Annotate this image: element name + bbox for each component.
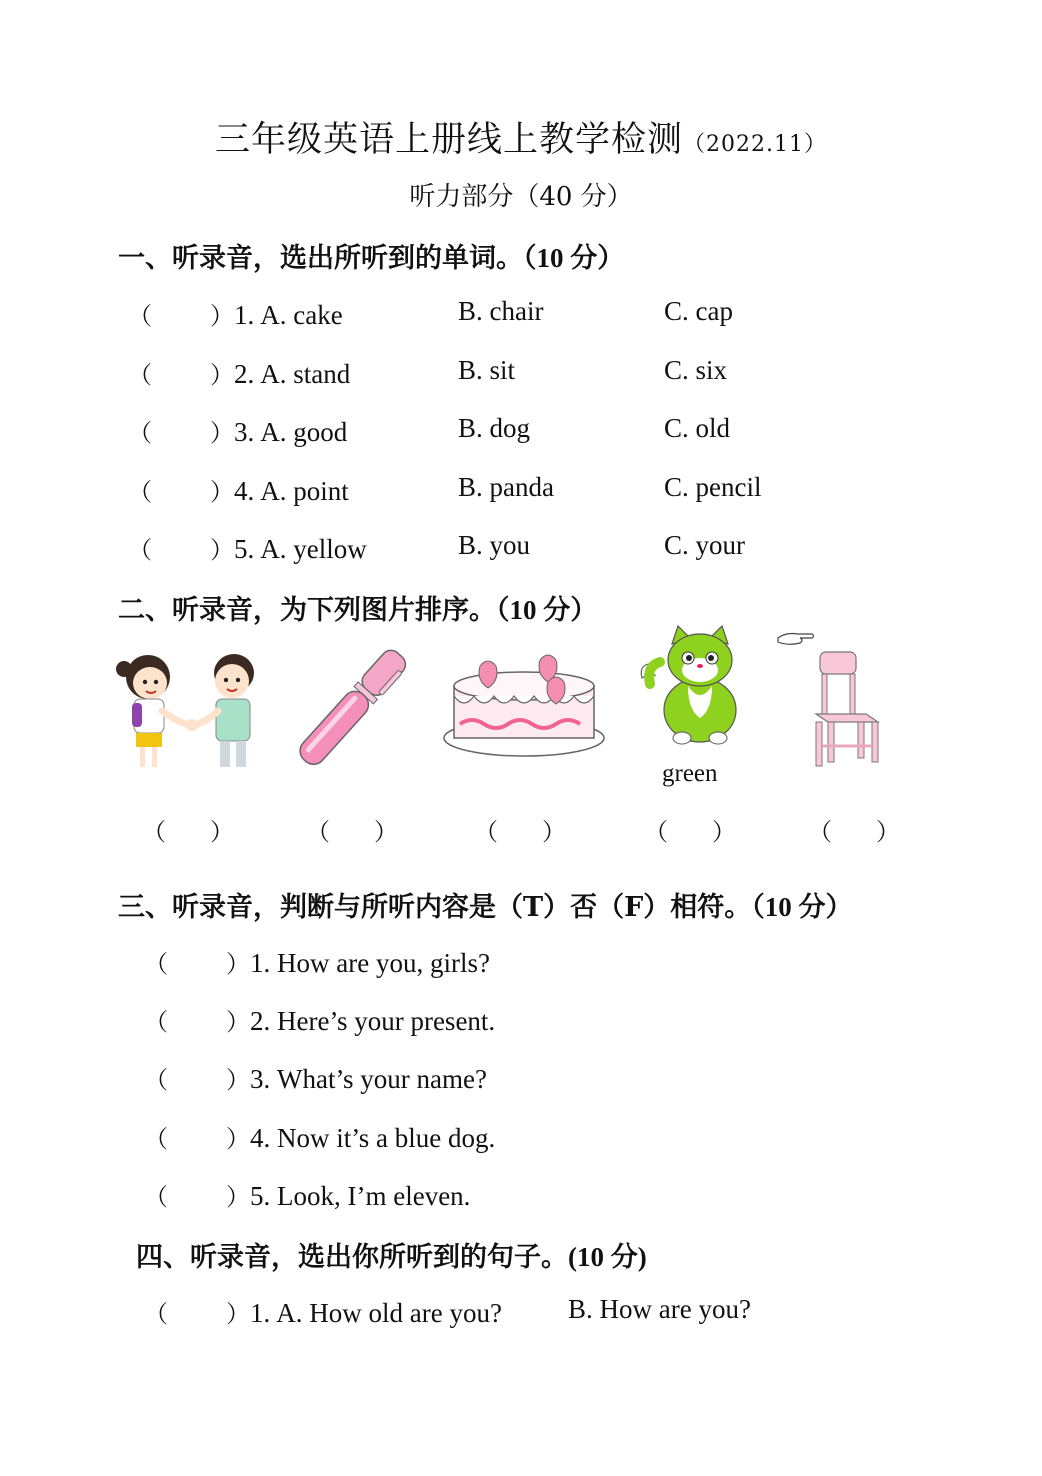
question-number: 5. <box>234 534 255 564</box>
picture-order-blank[interactable] <box>142 812 234 847</box>
question-number: 1. <box>234 300 255 330</box>
option-a: A. good <box>260 417 348 447</box>
option-b: B. panda <box>458 471 554 502</box>
section4-heading-text: 四、听录音，选出你所听到的句子。 <box>136 1242 568 1273</box>
picture-order-blank[interactable] <box>808 812 900 847</box>
option-a: A. yellow <box>260 534 367 564</box>
question-number: 2. <box>234 358 255 389</box>
section3-question <box>144 1119 495 1154</box>
answer-paren-open: （ <box>306 818 330 846</box>
statement-text: 2. Here’s your present. <box>250 1006 496 1037</box>
option-b: B. sit <box>458 354 516 385</box>
option-b: B. dog <box>458 413 531 443</box>
statement-text: 5. Look, I’m eleven. <box>250 1180 471 1211</box>
section3-heading-text: 三、听录音，判断与所听内容是（T）否（F）相符。 <box>118 892 752 923</box>
answer-paren-open: （ <box>144 1300 168 1328</box>
pointing-hand-icon <box>778 634 814 645</box>
question-number: 3. <box>234 417 255 447</box>
picture-order-blank[interactable] <box>474 812 566 847</box>
section2-heading-text: 二、听录音，为下列图片排序。 <box>118 595 496 626</box>
section4-question <box>144 1294 502 1329</box>
option-b: B. How are you? <box>568 1294 751 1324</box>
answer-paren-close: ） <box>542 818 566 846</box>
section4-points: (10 分) <box>568 1242 647 1272</box>
option-b: B. chair <box>458 296 544 326</box>
answer-paren-open: （ <box>128 302 152 330</box>
answer-paren-close: ） <box>210 360 234 389</box>
section3-question <box>144 1060 487 1095</box>
answer-paren-open: （ <box>128 360 152 389</box>
answer-paren-close: ） <box>876 818 900 846</box>
page-subtitle: 听力部分（40 分） <box>409 182 633 212</box>
answer-paren-open: （ <box>808 818 832 846</box>
option-c: C. cap <box>664 296 733 326</box>
answer-paren-close: ） <box>210 302 234 330</box>
answer-paren-close: ） <box>210 818 234 846</box>
section3-question <box>144 1002 495 1037</box>
option-c: C. your <box>664 530 745 560</box>
option-c: C. old <box>664 413 731 443</box>
section1-question <box>128 413 347 448</box>
title-date: （2022.11） <box>683 132 827 157</box>
section3-heading <box>118 885 853 924</box>
answer-paren-close: ） <box>210 536 234 564</box>
chair-image <box>772 626 898 771</box>
title-text: 三年级英语上册线上教学检测 <box>215 120 684 160</box>
answer-paren-close: ） <box>226 1008 250 1037</box>
answer-paren-close: ） <box>226 1124 250 1153</box>
answer-paren-close: ） <box>374 818 398 846</box>
answer-paren-open: （ <box>144 1124 168 1153</box>
section3-question <box>144 944 490 979</box>
section4-heading <box>136 1235 647 1274</box>
statement-text: 1. How are you, girls? <box>250 948 490 978</box>
statement-text: 3. What’s your name? <box>250 1064 487 1095</box>
answer-paren-open: （ <box>144 950 168 978</box>
option-a: A. stand <box>260 358 351 389</box>
answer-paren-open: （ <box>144 1008 168 1037</box>
picture-order-blank[interactable] <box>644 812 736 847</box>
section1-question <box>128 530 367 565</box>
section1-question <box>128 472 349 507</box>
answer-paren-open: （ <box>128 477 152 506</box>
answer-paren-close: ） <box>210 477 234 506</box>
answer-paren-close: ） <box>226 1066 250 1095</box>
page-title <box>0 112 1042 162</box>
option-c: C. pencil <box>664 471 762 502</box>
section1-heading <box>118 236 624 275</box>
picture-order-blank[interactable] <box>306 812 398 847</box>
section1-points: （10 分） <box>523 243 625 273</box>
section1-question <box>128 296 343 331</box>
answer-paren-close: ） <box>226 1182 250 1211</box>
section2-heading <box>118 588 597 627</box>
answer-paren-open: （ <box>644 818 668 846</box>
option-c: C. six <box>664 354 728 385</box>
section1-question <box>128 355 350 390</box>
answer-paren-open: （ <box>474 818 498 846</box>
answer-paren-open: （ <box>128 419 152 447</box>
answer-paren-open: （ <box>144 1182 168 1211</box>
option-a: A. cake <box>260 300 343 330</box>
statement-text: 4. Now it’s a blue dog. <box>250 1122 496 1153</box>
handshake-image <box>112 645 264 770</box>
option-a: A. How old are you? <box>276 1298 502 1328</box>
section3-question <box>144 1177 470 1212</box>
section2-points: （10 分） <box>496 595 598 625</box>
answer-paren-open: （ <box>128 536 152 564</box>
answer-paren-open: （ <box>142 818 166 846</box>
option-b: B. you <box>458 530 531 560</box>
answer-paren-close: ） <box>226 950 250 978</box>
option-a: A. point <box>260 475 349 506</box>
cake-image <box>440 652 608 760</box>
answer-paren-close: ） <box>210 419 234 447</box>
section1-heading-text: 一、听录音，选出所听到的单词。 <box>118 243 523 274</box>
question-number: 1. <box>250 1298 271 1328</box>
question-number: 4. <box>234 475 255 506</box>
section3-points: （10 分） <box>751 892 853 922</box>
answer-paren-open: （ <box>144 1066 168 1095</box>
cat-image <box>636 624 756 746</box>
answer-paren-close: ） <box>226 1300 250 1328</box>
pen-image <box>288 645 418 770</box>
answer-paren-close: ） <box>712 818 736 846</box>
cat-caption: green <box>662 760 718 787</box>
